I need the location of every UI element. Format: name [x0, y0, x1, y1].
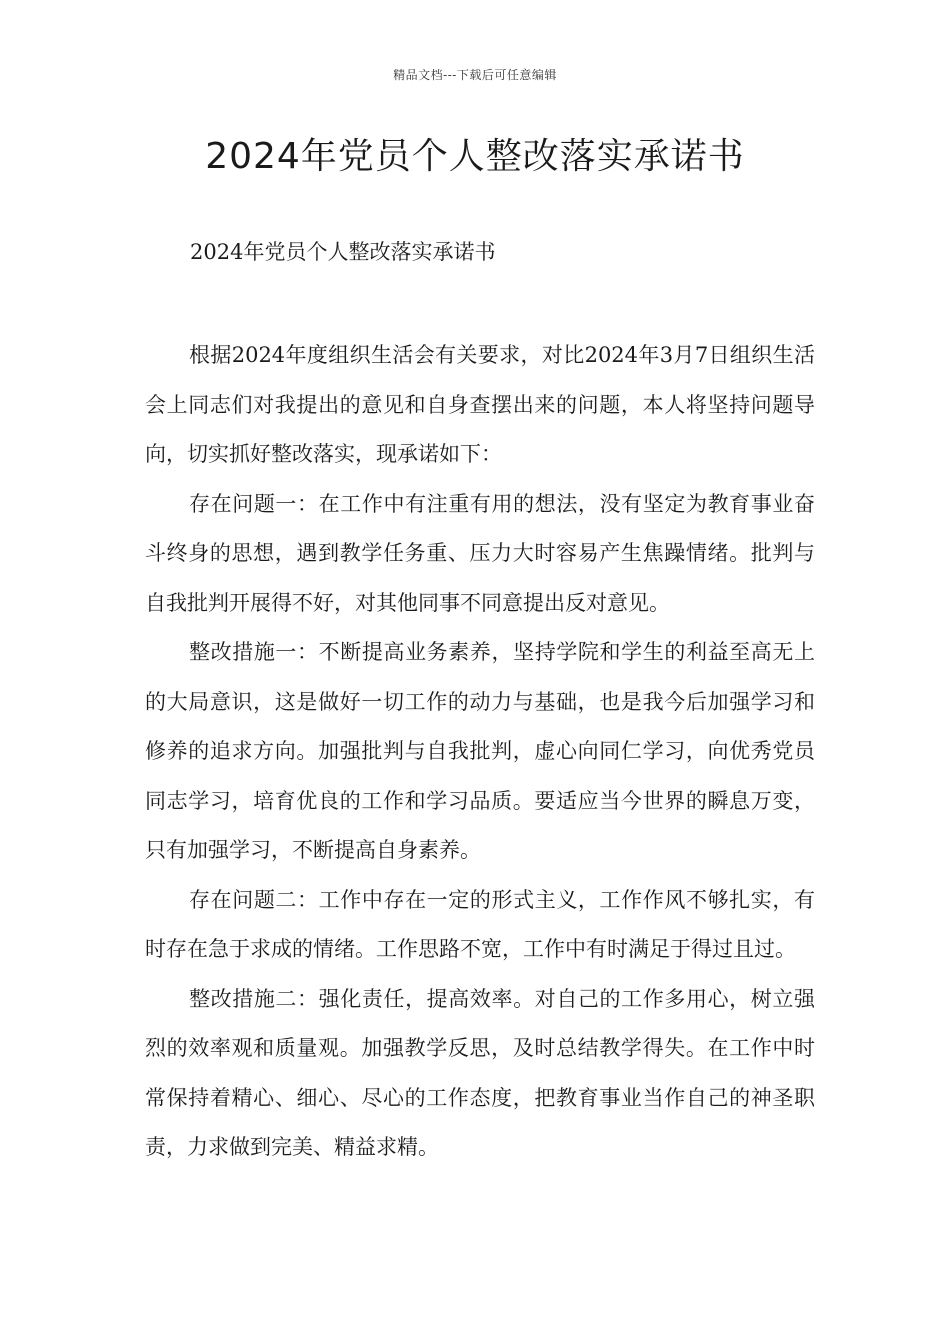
- paragraph-problem-2: 存在问题二：工作中存在一定的形式主义，工作作风不够扎实，有时存在急于求成的情绪。工作思路不宽，工作中有时满足于得过且过。: [145, 887, 815, 961]
- paragraph-problem-1: 存在问题一：在工作中有注重有用的想法，没有坚定为教育事业奋斗终身的思想，遇到教学任务重、压力大时容易产生焦躁情绪。批判与自我批判开展得不好，对其他同事不同意提出反对意见。: [145, 491, 815, 615]
- paragraph-intro: 根据2024年度组织生活会有关要求，对比2024年3月7日组织生活会上同志们对我提出的意见和自身查摆出来的问题，本人将坚持问题导向，切实抓好整改落实，现承诺如下：: [145, 343, 815, 466]
- document-subtitle: 2024年党员个人整改落实承诺书: [190, 240, 496, 264]
- paragraph-measure-2: 整改措施二：强化责任，提高效率。对自己的工作多用心，树立强烈的效率观和质量观。加强教学反思，及时总结教学得失。在工作中时常保持着精心、细心、尽心的工作态度，把教育事业当作自己的神圣职责，力求做到完美、精益求精。: [145, 986, 815, 1159]
- header-note: 精品文档---下载后可任意编辑: [393, 68, 557, 82]
- document-title: 2024年党员个人整改落实承诺书: [205, 136, 745, 177]
- paragraph-measure-1: 整改措施一：不断提高业务素养，坚持学院和学生的利益至高无上的大局意识，这是做好一切工作的动力与基础，也是我今后加强学习和修养的追求方向。加强批判与自我批判，虚心向同仁学习，向优秀党员同志学习，培育优良的工作和学习品质。要适应当今世界的瞬息万变，只有加强学习，不断提高自身素养。: [145, 640, 815, 862]
- document-body: [145, 331, 815, 1173]
